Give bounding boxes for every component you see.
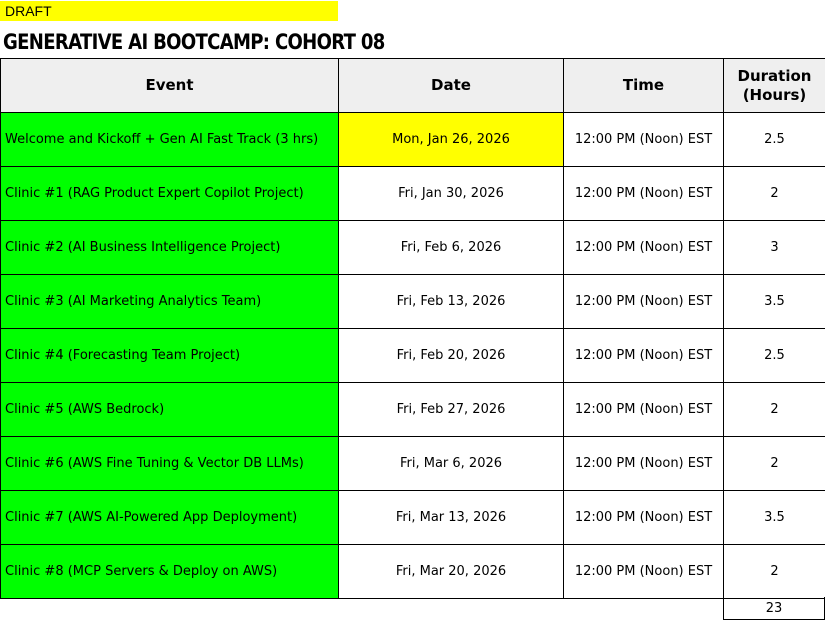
header-date: Date (339, 59, 564, 113)
event-cell: Clinic #1 (RAG Product Expert Copilot Project) (1, 167, 339, 221)
time-cell: 12:00 PM (Noon) EST (564, 437, 724, 491)
schedule-table (0, 58, 825, 599)
event-cell: Clinic #6 (AWS Fine Tuning & Vector DB LLMs) (1, 437, 339, 491)
header-duration-line2: (Hours) (742, 85, 807, 104)
table-row (1, 275, 825, 329)
header-event: Event (1, 59, 339, 113)
total-duration-cell: 23 (724, 597, 825, 620)
duration-cell: 2.5 (724, 329, 825, 383)
duration-cell: 3.5 (724, 275, 825, 329)
event-cell: Clinic #7 (AWS AI-Powered App Deployment) (1, 491, 339, 545)
date-cell: Fri, Mar 6, 2026 (339, 437, 564, 491)
date-cell: Fri, Mar 20, 2026 (339, 545, 564, 599)
duration-cell: 3.5 (724, 491, 825, 545)
table-row (1, 221, 825, 275)
time-cell: 12:00 PM (Noon) EST (564, 167, 724, 221)
table-row (1, 437, 825, 491)
page-title: GENERATIVE AI BOOTCAMP: COHORT 08 (3, 30, 385, 54)
table-row (1, 383, 825, 437)
table-row (1, 545, 825, 599)
table-row (1, 167, 825, 221)
date-cell: Fri, Feb 6, 2026 (339, 221, 564, 275)
date-cell: Fri, Feb 13, 2026 (339, 275, 564, 329)
date-cell: Fri, Mar 13, 2026 (339, 491, 564, 545)
header-time: Time (564, 59, 724, 113)
event-cell: Welcome and Kickoff + Gen AI Fast Track (3 hrs) (1, 113, 339, 167)
time-cell: 12:00 PM (Noon) EST (564, 491, 724, 545)
table-header-row (1, 59, 825, 113)
duration-cell: 2 (724, 545, 825, 599)
date-cell: Fri, Feb 27, 2026 (339, 383, 564, 437)
total-table (723, 597, 825, 620)
duration-cell: 3 (724, 221, 825, 275)
event-cell: Clinic #5 (AWS Bedrock) (1, 383, 339, 437)
date-cell: Fri, Feb 20, 2026 (339, 329, 564, 383)
total-row (724, 597, 825, 620)
time-cell: 12:00 PM (Noon) EST (564, 221, 724, 275)
header-duration (724, 59, 825, 113)
draft-badge: DRAFT (0, 1, 338, 21)
date-cell: Mon, Jan 26, 2026 (339, 113, 564, 167)
time-cell: 12:00 PM (Noon) EST (564, 545, 724, 599)
time-cell: 12:00 PM (Noon) EST (564, 275, 724, 329)
date-cell: Fri, Jan 30, 2026 (339, 167, 564, 221)
table-row (1, 113, 825, 167)
event-cell: Clinic #8 (MCP Servers & Deploy on AWS) (1, 545, 339, 599)
duration-cell: 2.5 (724, 113, 825, 167)
event-cell: Clinic #3 (AI Marketing Analytics Team) (1, 275, 339, 329)
time-cell: 12:00 PM (Noon) EST (564, 113, 724, 167)
duration-cell: 2 (724, 383, 825, 437)
header-duration-line1: Duration (737, 66, 812, 85)
duration-cell: 2 (724, 167, 825, 221)
table-row (1, 329, 825, 383)
event-cell: Clinic #2 (AI Business Intelligence Project) (1, 221, 339, 275)
time-cell: 12:00 PM (Noon) EST (564, 329, 724, 383)
table-row (1, 491, 825, 545)
event-cell: Clinic #4 (Forecasting Team Project) (1, 329, 339, 383)
duration-cell: 2 (724, 437, 825, 491)
time-cell: 12:00 PM (Noon) EST (564, 383, 724, 437)
